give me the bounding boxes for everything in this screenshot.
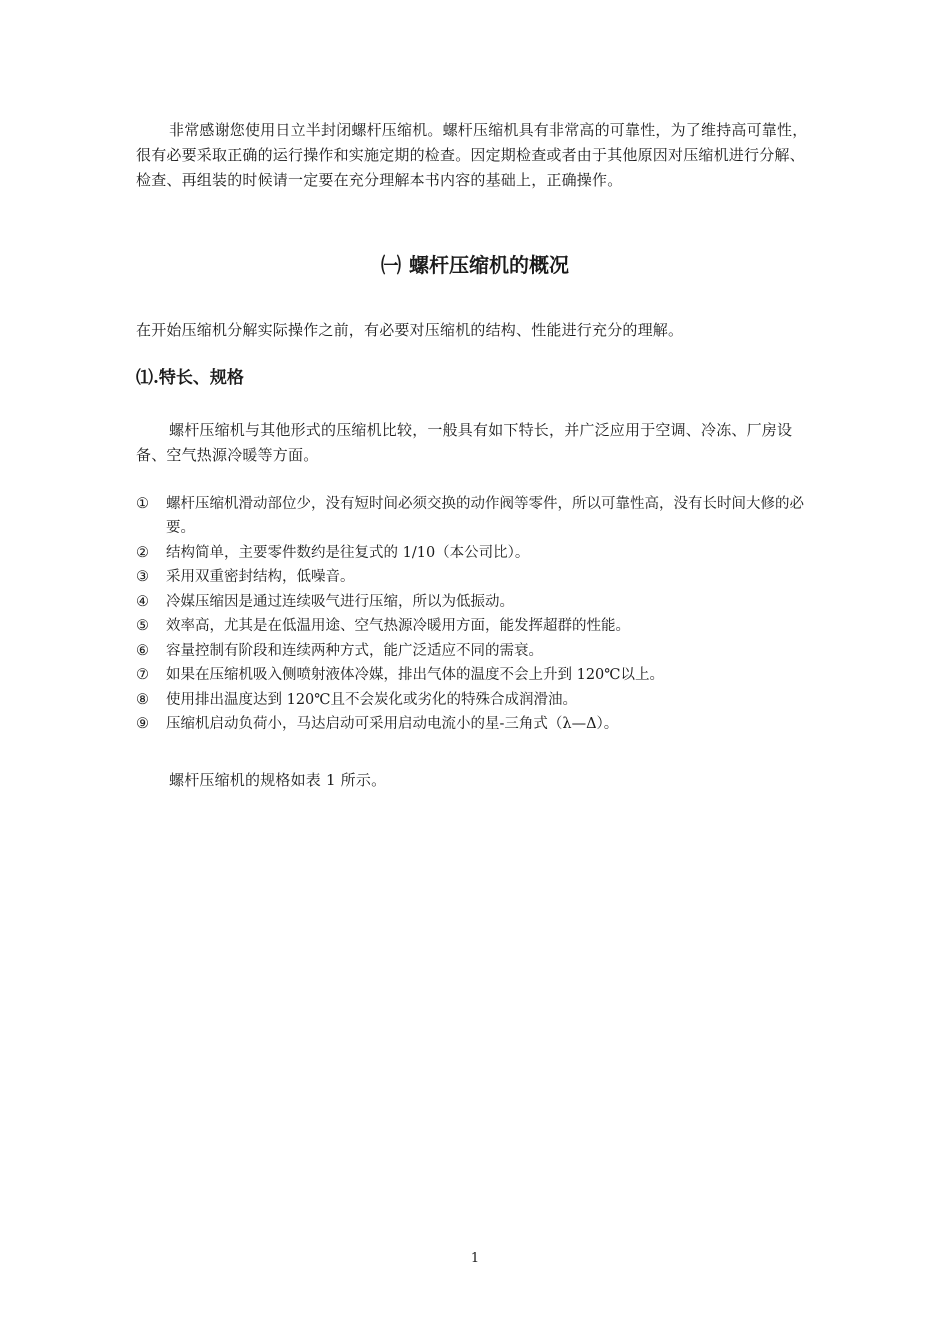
- list-item-text: 螺杆压缩机滑动部位少，没有短时间必须交换的动作阀等零件，所以可靠性高，没有长时间大修的必要。: [166, 496, 804, 536]
- intro-paragraph: 非常感谢您使用日立半封闭螺杆压缩机。螺杆压缩机具有非常高的可靠性，为了维持高可靠性，很有必要采取正确的运行操作和实施定期的检查。因定期检查或者由于其他原因对压缩机进行分解、检查、再组装的时候请一定要在充分理解本书内容的基础上，正确操作。: [136, 121, 808, 189]
- list-item-text: 效率高，尤其是在低温用途、空气热源冷暖用方面，能发挥超群的性能。: [166, 618, 630, 634]
- feature-list: [136, 492, 818, 737]
- pre-note-paragraph: 在开始压缩机分解实际操作之前，有必要对压缩机的结构、性能进行充分的理解。: [136, 321, 684, 339]
- list-item: [136, 688, 818, 712]
- subsection-title: 特长、规格: [158, 368, 244, 388]
- list-item-number: ③: [136, 569, 149, 585]
- list-item: [136, 565, 818, 589]
- list-item-number: ⑧: [136, 691, 149, 708]
- list-item-number: ④: [136, 593, 149, 610]
- section-title: 螺杆压缩机的概况: [409, 253, 569, 277]
- list-item-text: 冷媒压缩因是通过连续吸气进行压缩，所以为低振动。: [166, 593, 514, 610]
- list-item-number: ⑤: [136, 618, 149, 634]
- list-item: [136, 590, 818, 614]
- features-intro-paragraph: 螺杆压缩机与其他形式的压缩机比较，一般具有如下特长，并广泛应用于空调、冷冻、厂房设备、空气热源冷暖等方面。: [136, 421, 793, 464]
- list-item-number: ①: [136, 496, 149, 512]
- list-item-text: 采用双重密封结构，低噪音。: [166, 569, 355, 585]
- list-item-text: 压缩机启动负荷小，马达启动可采用启动电流小的星-三角式（λ—Δ）。: [166, 716, 619, 732]
- list-item-number: ⑦: [136, 667, 149, 683]
- list-item: [136, 712, 818, 736]
- list-item-number: ②: [136, 544, 149, 561]
- list-item: [136, 663, 818, 687]
- subsection-heading: [136, 365, 244, 391]
- page-number: 1: [470, 1251, 480, 1266]
- list-item-number: ⑨: [136, 716, 149, 732]
- list-item-number: ⑥: [136, 642, 149, 659]
- list-item-text: 容量控制有阶段和连续两种方式，能广泛适应不同的需衰。: [166, 642, 543, 659]
- list-item-text: 如果在压缩机吸入侧喷射液体冷媒，排出气体的温度不会上升到 120℃以上。: [166, 667, 665, 683]
- list-item: [136, 614, 818, 638]
- list-item: [136, 639, 818, 663]
- list-item: [136, 541, 818, 565]
- spec-note-paragraph: 螺杆压缩机的规格如表 1 所示。: [169, 771, 387, 789]
- list-item-text: 结构简单，主要零件数约是往复式的 1/10（本公司比）。: [166, 544, 530, 561]
- subsection-number: ⑴.: [136, 368, 159, 388]
- list-item: [136, 492, 818, 540]
- section-number: ㈠: [381, 253, 401, 277]
- list-item-text: 使用排出温度达到 120℃且不会炭化或劣化的特殊合成润滑油。: [166, 691, 578, 708]
- section-heading: [0, 250, 950, 280]
